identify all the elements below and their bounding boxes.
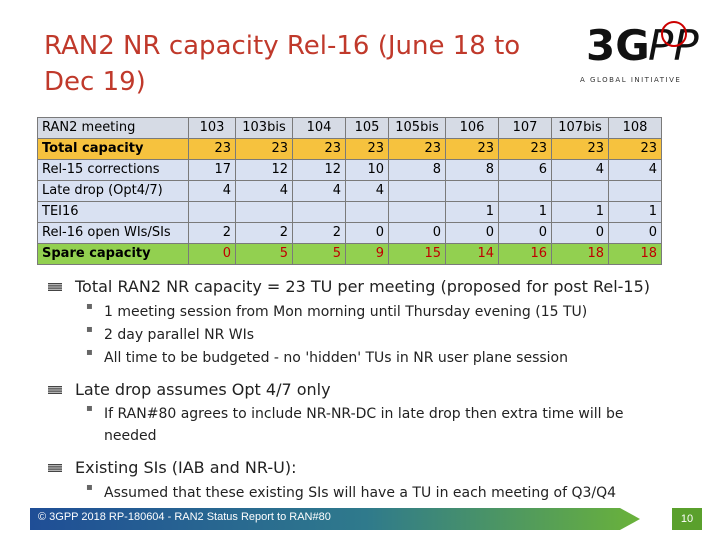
table-header-row (38, 118, 662, 139)
bullet-arrow-icon (48, 386, 62, 394)
table-cell: 4 (293, 181, 346, 202)
table-cell: 0 (609, 223, 662, 244)
header-cell: 105bis (389, 118, 446, 139)
table-cell: 18 (609, 244, 662, 265)
table-cell (293, 202, 346, 223)
header-cell: RAN2 meeting (38, 118, 189, 139)
bullet-dot-icon: ▪ (86, 301, 93, 312)
page-number: 10 (672, 508, 702, 530)
table-cell: 15 (389, 244, 446, 265)
table-cell: 23 (189, 139, 236, 160)
table-cell: 23 (552, 139, 609, 160)
row-label: Rel-16 open WIs/SIs (38, 223, 189, 244)
sub-bullet-text: 1 meeting session from Mon morning until Thursday evening (15 TU) (104, 304, 588, 320)
table-cell: 1 (552, 202, 609, 223)
table-cell (609, 181, 662, 202)
row-label: Rel-15 corrections (38, 160, 189, 181)
table-cell: 6 (499, 160, 552, 181)
table-cell (446, 181, 499, 202)
table-cell: 23 (499, 139, 552, 160)
table-row-tei16 (38, 202, 662, 223)
table-cell: 23 (609, 139, 662, 160)
bullet-text: Late drop assumes Opt 4/7 only (75, 380, 331, 399)
table-cell: 23 (236, 139, 293, 160)
row-label: TEI16 (38, 202, 189, 223)
table-cell: 23 (293, 139, 346, 160)
table-cell: 4 (346, 181, 389, 202)
table-cell: 23 (446, 139, 499, 160)
table-cell (236, 202, 293, 223)
header-cell: 104 (293, 118, 346, 139)
table-cell: 0 (389, 223, 446, 244)
bullet-text: Existing SIs (IAB and NR-U): (75, 458, 297, 477)
row-label: Spare capacity (38, 244, 189, 265)
header-cell: 103bis (236, 118, 293, 139)
svg-text:3G: 3G (586, 21, 650, 70)
table-cell: 4 (189, 181, 236, 202)
table-row-rel15-corrections (38, 160, 662, 181)
sub-bullet-text: If RAN#80 agrees to include NR-NR-DC in late drop then extra time will be needed (104, 406, 624, 444)
table-cell (389, 181, 446, 202)
bullet-arrow-icon (48, 464, 62, 472)
table-cell: 4 (236, 181, 293, 202)
table-cell (552, 181, 609, 202)
row-label: Total capacity (38, 139, 189, 160)
table-cell: 1 (446, 202, 499, 223)
table-cell: 23 (346, 139, 389, 160)
table-row-late-drop (38, 181, 662, 202)
header-cell: 107bis (552, 118, 609, 139)
header-cell: 105 (346, 118, 389, 139)
table-cell: 16 (499, 244, 552, 265)
table-cell: 0 (446, 223, 499, 244)
table-cell: 12 (293, 160, 346, 181)
table-cell: 8 (389, 160, 446, 181)
footer-copyright: © 3GPP 2018 RP-180604 - RAN2 Status Report to RAN#80 (38, 511, 331, 523)
table-cell (389, 202, 446, 223)
table-cell: 0 (552, 223, 609, 244)
bullet-dot-icon: ▪ (86, 403, 93, 414)
bullet-arrow-icon (48, 283, 62, 291)
table-cell: 4 (609, 160, 662, 181)
table-cell: 12 (236, 160, 293, 181)
table-cell: 14 (446, 244, 499, 265)
table-cell: 10 (346, 160, 389, 181)
slide-title: RAN2 NR capacity Rel-16 (June 18 to Dec 19) (44, 31, 521, 97)
table-cell: 23 (389, 139, 446, 160)
bullet-dot-icon: ▪ (86, 482, 93, 493)
table-cell: 2 (293, 223, 346, 244)
table-cell (189, 202, 236, 223)
sub-bullet-text: Assumed that these existing SIs will have a TU in each meeting of Q3/Q4 (104, 485, 617, 501)
row-label: Late drop (Opt4/7) (38, 181, 189, 202)
table-cell: 5 (236, 244, 293, 265)
table-cell: 1 (609, 202, 662, 223)
bullet-text: Total RAN2 NR capacity = 23 TU per meeting (proposed for post Rel-15) (75, 277, 651, 296)
table-cell: 0 (346, 223, 389, 244)
table-cell: 5 (293, 244, 346, 265)
sub-bullet-text: All time to be budgeted - no 'hidden' TUs in NR user plane session (104, 350, 568, 366)
header-cell: 103 (189, 118, 236, 139)
table-cell: 4 (552, 160, 609, 181)
table-cell: 2 (236, 223, 293, 244)
sub-bullet-text: 2 day parallel NR WIs (104, 327, 255, 343)
logo-tagline: A GLOBAL INITIATIVE (580, 76, 682, 84)
table-cell (346, 202, 389, 223)
table-cell: 17 (189, 160, 236, 181)
bullet-dot-icon: ▪ (86, 347, 93, 358)
table-cell: 2 (189, 223, 236, 244)
capacity-table (37, 117, 662, 265)
table-row-rel16-open (38, 223, 662, 244)
header-cell: 106 (446, 118, 499, 139)
table-row-spare-capacity (38, 244, 662, 265)
table-cell (499, 181, 552, 202)
table-cell: 1 (499, 202, 552, 223)
bullet-dot-icon: ▪ (86, 324, 93, 335)
header-cell: 108 (609, 118, 662, 139)
table-row-total-capacity (38, 139, 662, 160)
table-cell: 18 (552, 244, 609, 265)
table-cell: 9 (346, 244, 389, 265)
table-cell: 0 (499, 223, 552, 244)
header-cell: 107 (499, 118, 552, 139)
svg-text:PP: PP (648, 21, 699, 70)
table-cell: 8 (446, 160, 499, 181)
table-cell: 0 (189, 244, 236, 265)
